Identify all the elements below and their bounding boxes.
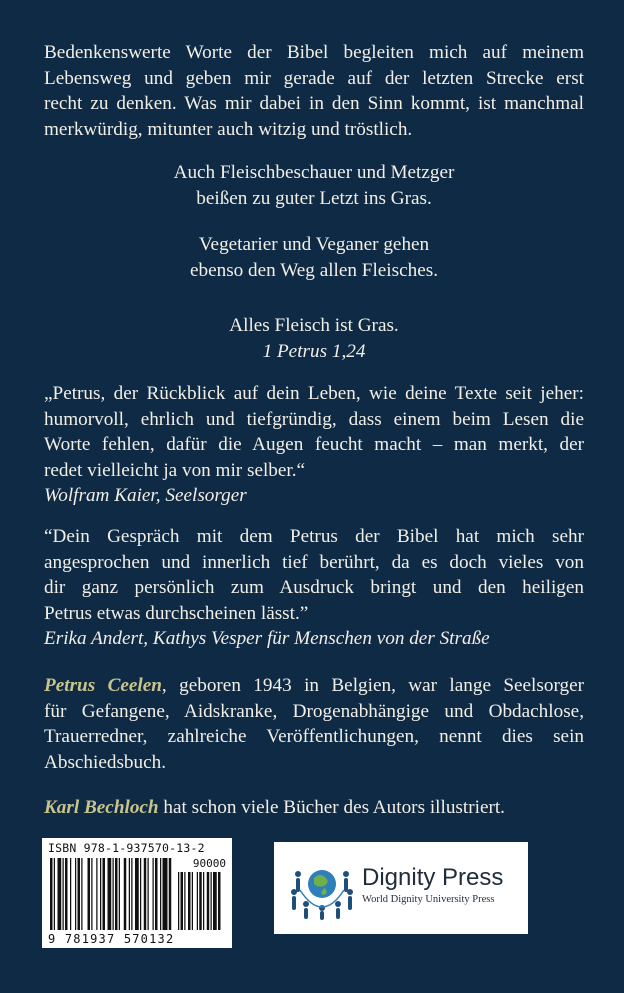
barcode-addon-bar xyxy=(211,872,212,930)
illustrator-note xyxy=(44,795,584,821)
bio-line: Abschiedsbuch. xyxy=(44,751,167,773)
quote-line: “Dein Gespräch mit dem Petrus der Bibel hat mich sehr xyxy=(44,526,584,547)
barcode-bar xyxy=(103,858,106,930)
quote-attribution: Wolfram Kaier, Seelsorger xyxy=(44,485,247,507)
intro-line: Bedenkenswerte Worte der Bibel begleiten mich auf meinem xyxy=(44,42,584,63)
barcode-addon-bar xyxy=(199,872,202,930)
publisher-logo xyxy=(274,842,528,934)
barcode-bar xyxy=(124,858,127,930)
barcode-addon-bar xyxy=(197,872,198,930)
intro-line: recht zu denken. Was mir dabei in den Sinn kommt, ist manchmal xyxy=(44,93,584,115)
verse-line: Alles Fleisch ist Gras. xyxy=(229,315,399,336)
barcode-bar xyxy=(96,858,97,930)
barcode-bar xyxy=(140,858,141,930)
barcode-bar xyxy=(129,858,130,930)
quote-line: „Petrus, der Rückblick auf dein Leben, wie deine Texte seit jeher: xyxy=(44,383,584,404)
quote-line: angesprochen und innerlich tief berührt, da es doch vieles von xyxy=(44,551,584,573)
intro-paragraph xyxy=(44,40,584,142)
barcode-bar xyxy=(153,858,154,930)
addon-digits: 90000 xyxy=(192,857,226,870)
barcode-bar xyxy=(100,858,101,930)
bio-text: , geboren 1943 in Belgien, war lange Seelsorger xyxy=(161,675,584,696)
barcode-bar xyxy=(155,858,158,930)
barcode-bar xyxy=(50,858,53,930)
barcode-addon-bar xyxy=(181,872,184,930)
verse-line: ebenso den Weg allen Fleisches. xyxy=(189,259,438,281)
quote-line: Worte fehlen, dafür die Augen feucht macht – man merkt, der xyxy=(44,434,584,456)
verse-vegetarier xyxy=(44,232,584,283)
illustrator-text: hat schon viele Bücher des Autors illustriert. xyxy=(158,797,505,818)
barcode-bar xyxy=(113,858,114,930)
verse-fleischbeschauer xyxy=(44,160,584,211)
barcode-addon-bar xyxy=(207,872,210,930)
barcode-bar xyxy=(148,858,149,930)
barcode-bar xyxy=(58,858,62,930)
barcode-bar xyxy=(91,858,92,930)
barcode-addon-bar xyxy=(192,872,193,930)
author-bio xyxy=(44,673,584,775)
barcode-bar xyxy=(63,858,64,930)
barcode-bar xyxy=(75,858,76,930)
barcode-bar xyxy=(119,858,120,930)
bio-line xyxy=(44,673,584,699)
barcode-bar xyxy=(131,858,132,930)
barcode-addon-bar xyxy=(184,872,185,930)
author-name: Petrus Ceelen xyxy=(44,675,162,696)
isbn-label: ISBN 978-1-937570-13-2 xyxy=(48,841,205,855)
barcode-bar xyxy=(81,858,82,930)
publisher-subtitle: World Dignity University Press xyxy=(362,894,495,905)
verse-line: Auch Fleischbeschauer und Metzger xyxy=(173,162,455,183)
isbn-barcode xyxy=(42,838,232,948)
barcode-addon-bar xyxy=(203,872,204,930)
barcode-bar xyxy=(169,858,172,930)
quote-attribution: Erika Andert, Kathys Vesper für Menschen von der Straße xyxy=(44,628,490,650)
barcode-bar xyxy=(144,858,147,930)
quote-line: dir ganz persönlich zum Ausdruck bringt und den heiligen xyxy=(44,577,584,599)
quote-kaier xyxy=(44,381,584,509)
bible-reference: 1 Petrus 1,24 xyxy=(262,340,366,362)
quote-line: humorvoll, ehrlich und tiefgründig, dass einem beim Lesen die xyxy=(44,408,584,430)
barcode-addon-bar xyxy=(213,872,217,930)
quote-line: Petrus etwas durchscheinen lässt.” xyxy=(44,602,309,624)
barcode-addon-bar xyxy=(178,872,179,930)
quote-line: redet vielleicht ja von mir selber.“ xyxy=(44,459,306,481)
illustrator-line xyxy=(44,795,584,821)
bio-line: Trauerredner, zahlreiche Veröffentlichungen, nennt dies sein xyxy=(44,726,584,748)
barcode-bar xyxy=(163,858,168,930)
verse-line: beißen zu guter Letzt ins Gras. xyxy=(196,187,432,209)
globe-with-people-icon xyxy=(290,854,354,920)
illustrator-name: Karl Bechloch xyxy=(44,797,159,818)
barcode-bar xyxy=(65,858,68,930)
bio-line: für Gefangene, Aidskranke, Drogenabhängige und Obdachlose, xyxy=(44,700,584,722)
barcode-bar xyxy=(78,858,81,930)
barcode-bar xyxy=(88,858,91,930)
ean-digits: 9 781937 570132 xyxy=(48,932,175,946)
barcode-bar xyxy=(160,858,161,930)
barcode-bar xyxy=(115,858,118,930)
barcode-addon-bar xyxy=(218,872,221,930)
barcode-bar xyxy=(108,858,112,930)
barcode-bar xyxy=(54,858,55,930)
barcode-bar xyxy=(135,858,139,930)
publisher-name: Dignity Press xyxy=(362,864,504,891)
intro-line: merkwürdig, mitunter auch witzig und tröstlich. xyxy=(44,118,413,140)
verse-alles-fleisch xyxy=(44,313,584,364)
quote-andert xyxy=(44,524,584,652)
verse-line: Vegetarier und Veganer gehen xyxy=(198,234,430,255)
barcode-bar xyxy=(70,858,71,930)
barcode-addon-bar xyxy=(188,872,191,930)
intro-line: Lebensweg und geben mir gerade auf der letzten Strecke erst xyxy=(44,67,584,89)
